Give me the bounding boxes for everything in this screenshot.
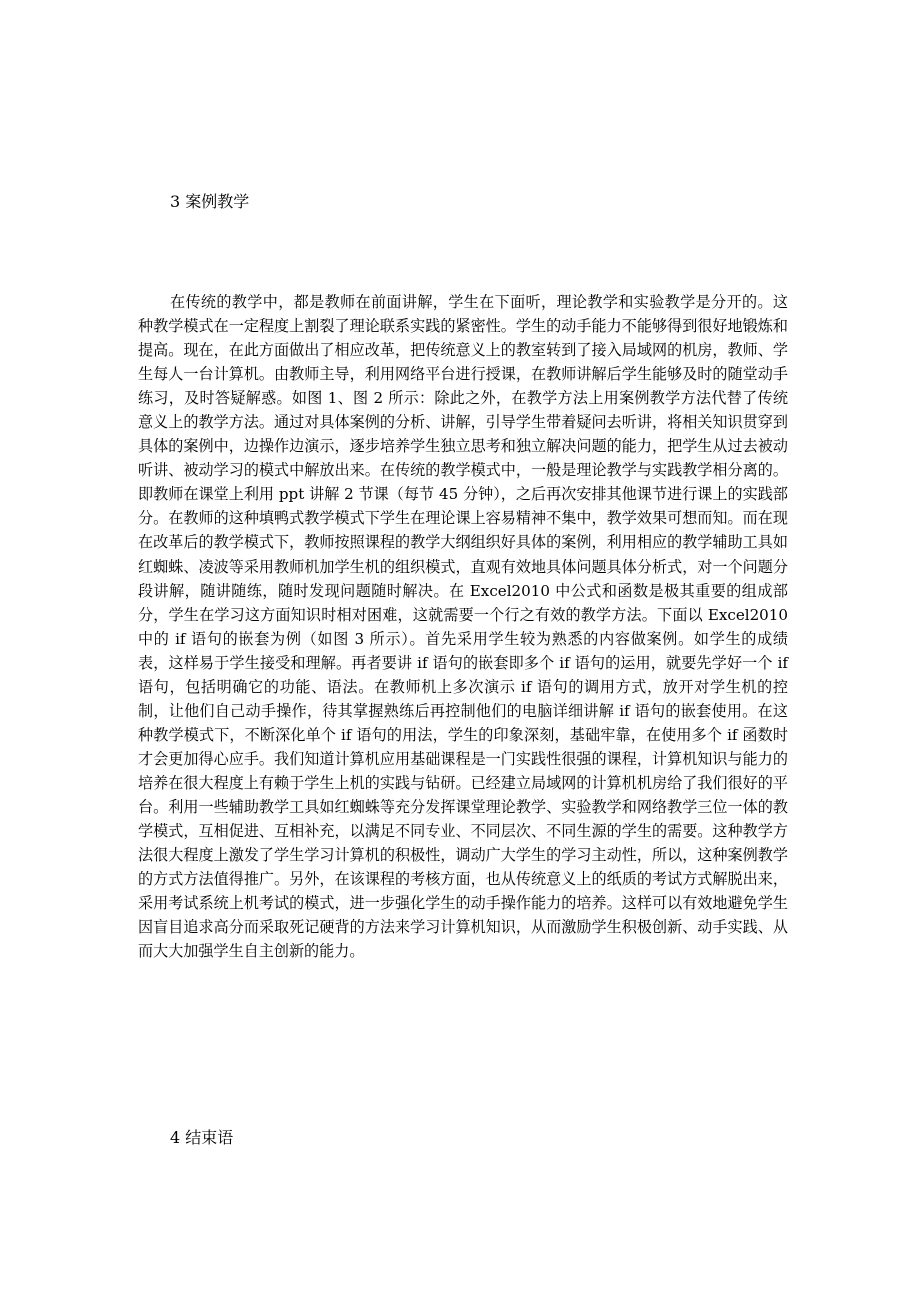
section-heading-case-teaching: 3 案例教学 [170, 192, 250, 211]
section-paragraph-case-teaching: 在传统的教学中，都是教师在前面讲解，学生在下面听，理论教学和实验教学是分开的。这种教学模式在一定程度上割裂了理论联系实践的紧密性。学生的动手能力不能够得到很好地锻炼和提高。现在，在此方面做出了相应改革，把传统意义上的教室转到了接入局域网的机房，教师、学生每人一台计算机。由教师主导，利用网络平台进行授课，在教师讲解后学生能够及时的随堂动手练习，及时答疑解惑。如图 1、图 2 所示：除此之外，在教学方法上用案例教学方法代替了传统意义上的教学方法。通过对具体案例的分析、讲解，引导学生带着疑问去听讲，将相关知识贯穿到具体的案例中，边操作边演示，逐步培养学生独立思考和独立解决问题的能力，把学生从过去被动听讲、被动学习的模式中解放出来。在传统的教学模式中，一般是理论教学与实践教学相分离的。即教师在课堂上利用 ppt 讲解 2 节课（每节 45 分钟），之后再次安排其他课节进行课上的实践部分。在教师的这种填鸭式教学模式下学生在理论课上容易精神不集中，教学效果可想而知。而在现在改革后的教学模式下，教师按照课程的教学大纲组织好具体的案例，利用相应的教学辅助工具如红蜘蛛、凌波等采用教师机加学生机的组织模式，直观有效地具体问题具体分析式，对一个问题分段讲解，随讲随练，随时发现问题随时解决。在 Excel2010 中公式和函数是极其重要的组成部分，学生在学习这方面知识时相对困难，这就需要一个行之有效的教学方法。下面以 Excel2010 中的 if 语句的嵌套为例（如图 3 所示）。首先采用学生较为熟悉的内容做案例。如学生的成绩表，这样易于学生接受和理解。再者要讲 if 语句的嵌套即多个 if 语句的运用，就要先学好一个 if 语句，包括明确它的功能、语法。在教师机上多次演示 if 语句的调用方式，放开对学生机的控制，让他们自己动手操作，待其掌握熟练后再控制他们的电脑详细讲解 if 语句的嵌套使用。在这种教学模式下，不断深化单个 if 语句的用法，学生的印象深刻，基础牢靠，在使用多个 if 函数时才会更加得心应手。我们知道计算机应用基础课程是一门实践性很强的课程，计算机知识与能力的培养在很大程度上有赖于学生上机的实践与钻研。已经建立局域网的计算机机房给了我们很好的平台。利用一些辅助教学工具如红蜘蛛等充分发挥课堂理论教学、实验教学和网络教学三位一体的教学模式，互相促进、互相补充，以满足不同专业、不同层次、不同生源的学生的需要。这种教学方法很大程度上激发了学生学习计算机的积极性，调动广大学生的学习主动性，所以，这种案例教学的方式方法值得推广。另外，在该课程的考核方面，也从传统意义上的纸质的考试方式解脱出来，采用考试系统上机考试的模式，进一步强化学生的动手操作能力的培养。这样可以有效地避免学生因盲目追求高分而采取死记硬背的方法来学习计算机知识，从而激励学生积极创新、动手实践、从而大大加强学生自主创新的能力。 [138, 293, 788, 961]
section-heading-conclusion: 4 结束语 [170, 1128, 234, 1147]
